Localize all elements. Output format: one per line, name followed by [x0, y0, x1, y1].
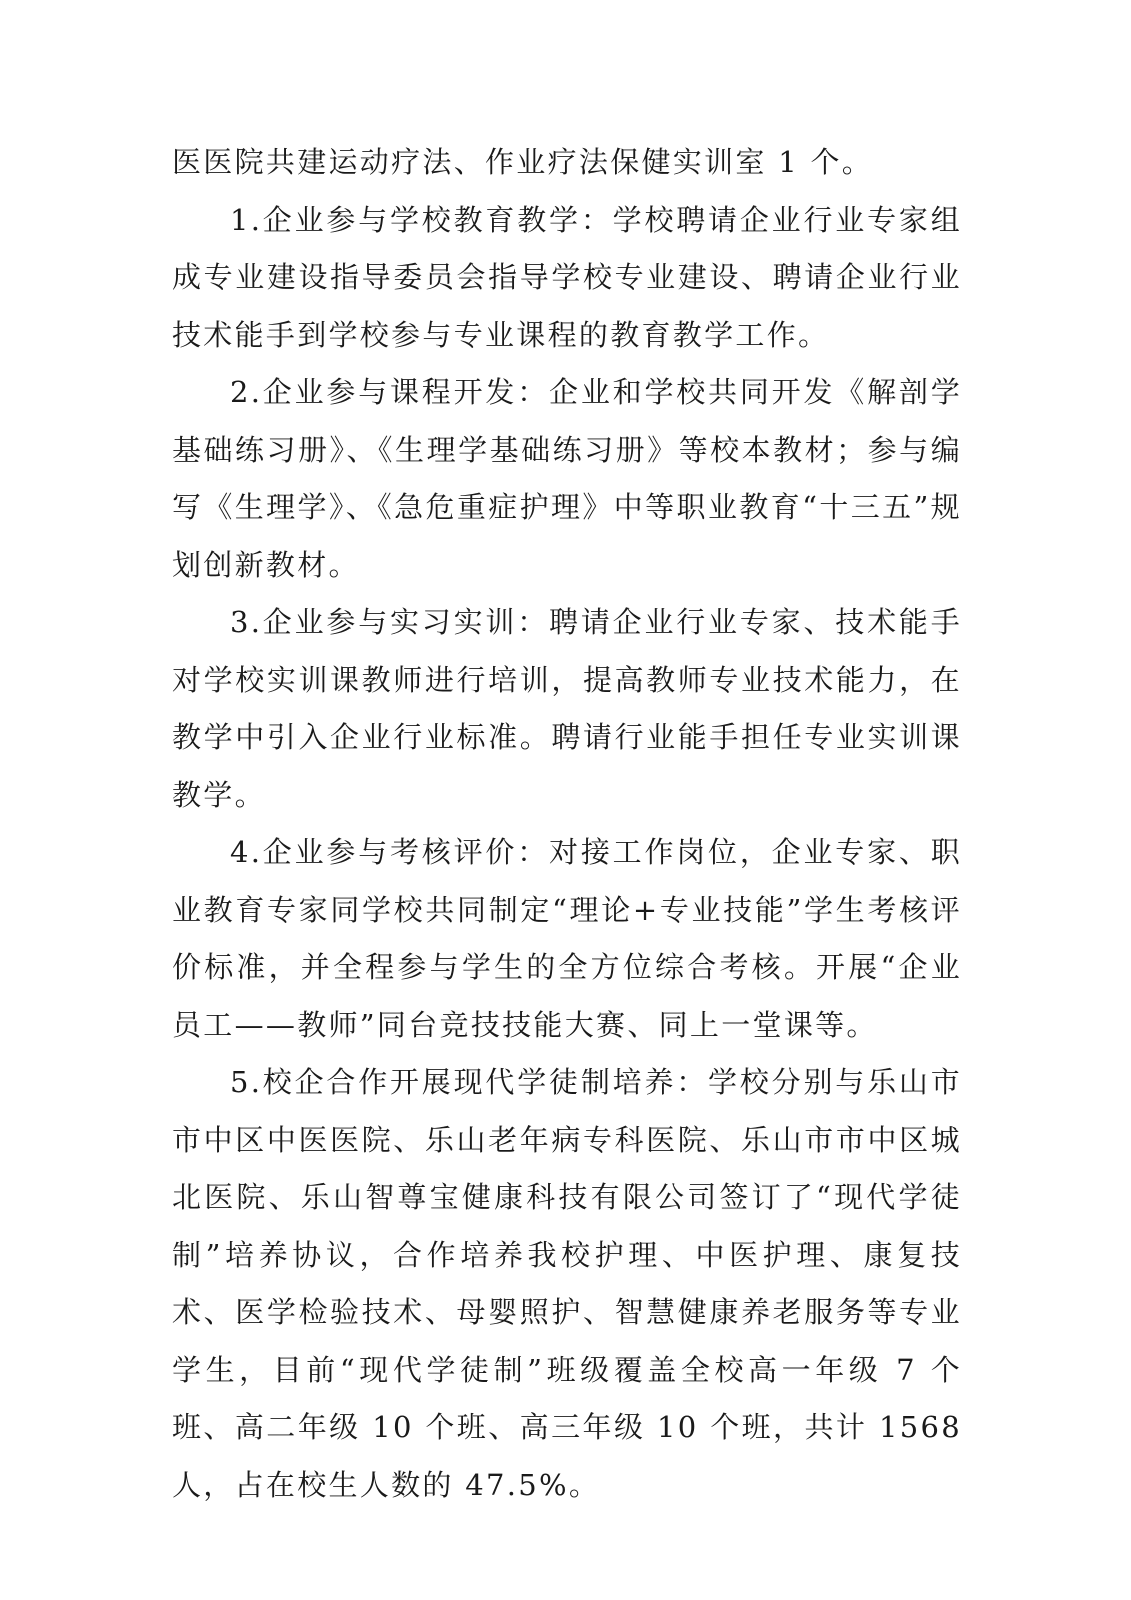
paragraph-item-1: 1.企业参与学校教育教学：学校聘请企业行业专家组成专业建设指导委员会指导学校专业建设、聘请企业行业技术能手到学校参与专业课程的教育教学工作。	[172, 202, 962, 352]
paragraph-continuation: 医医院共建运动疗法、作业疗法保健实训室 1 个。	[172, 145, 874, 179]
paragraph-item-2: 2.企业参与课程开发：企业和学校共同开发《解剖学基础练习册》、《生理学基础练习册》等校本教材；参与编写《生理学》、《急危重症护理》中等职业教育“十三五”规划创新教材。	[172, 375, 962, 582]
document-page	[172, 134, 962, 1514]
paragraph-item-5: 5.校企合作开展现代学徒制培养：学校分别与乐山市市中区中医医院、乐山老年病专科医院、乐山市市中区城北医院、乐山智尊宝健康科技有限公司签订了“现代学徒制”培养协议，合作培养我校护理、中医护理、康复技术、医学检验技术、母婴照护、智慧健康养老服务等专业学生，目前“现代学徒制”班级覆盖全校高一年级 7 个班、高二年级 10 个班、高三年级 10 个班，共计 1568 人，占在校生人数的 47.5%。	[172, 1065, 962, 1502]
paragraph-item-3: 3.企业参与实习实训：聘请企业行业专家、技术能手对学校实训课教师进行培训，提高教师专业技术能力，在教学中引入企业行业标准。聘请行业能手担任专业实训课教学。	[172, 605, 962, 812]
paragraph-item-4: 4.企业参与考核评价：对接工作岗位，企业专家、职业教育专家同学校共同制定“理论+专业技能”学生考核评价标准，并全程参与学生的全方位综合考核。开展“企业员工——教师”同台竞技技能大赛、同上一堂课等。	[172, 835, 962, 1042]
